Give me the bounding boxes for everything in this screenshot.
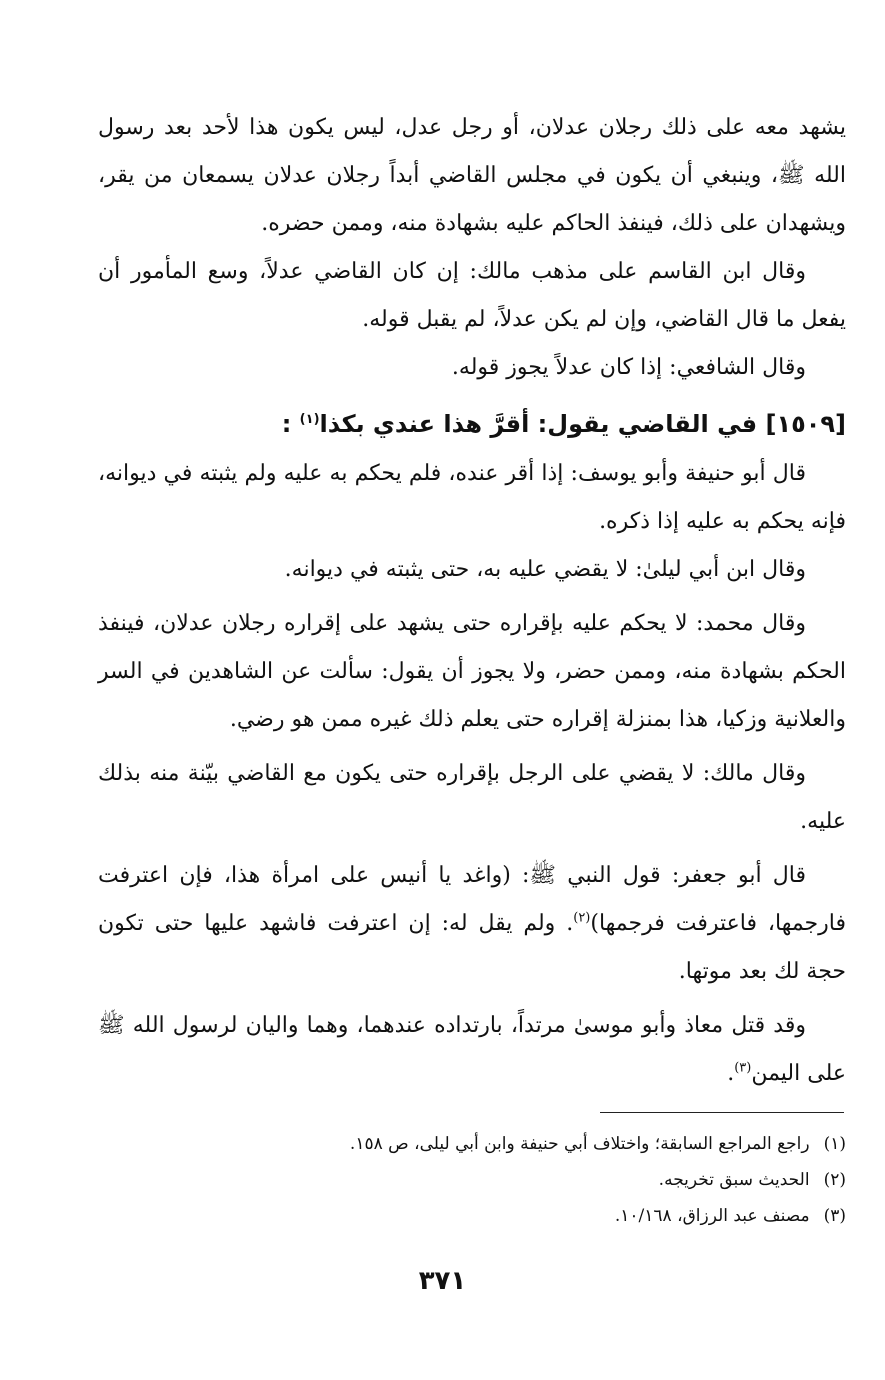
section-heading: [98, 398, 846, 450]
paragraph-continued: يشهد معه على ذلك رجلان عدلان، أو رجل عدل، ليس يكون هذا لأحد بعد رسول الله ﷺ، وينبغي أن يكون في مجلس القاضي أبداً رجلان عدلان يسمعان من يقر، ويشهدان على ذلك، فينفذ الحاكم عليه بشهادة منه، وممن حضره.: [98, 115, 846, 236]
footnote-item: [120, 1162, 846, 1198]
footnote-number: (٢): [823, 1170, 846, 1190]
footnote-text: راجع المراجع السابقة؛ واختلاف أبي حنيفة وابن أبي ليلى، ص ١٥٨.: [349, 1134, 810, 1154]
page-number: ٣٧١: [418, 1266, 467, 1296]
footnotes: [120, 1126, 846, 1234]
footnote-item: [120, 1126, 846, 1162]
section-title: في القاضي يقول: أقرَّ هذا عندي بكذا: [319, 410, 758, 438]
footnote-text: الحديث سبق تخريجه.: [658, 1170, 810, 1190]
paragraph-abu-jafar: [98, 852, 846, 996]
footnote-ref[interactable]: (٣): [734, 1060, 752, 1076]
paragraph-abu-jafar-text: قال أبو جعفر: قول النبي ﷺ: (واغد يا أنيس على امرأة هذا، فإن اعترفت فارجمها، فاعترفت فرجمها): [98, 863, 846, 936]
paragraph-muhammad: وقال محمد: لا يحكم عليه بإقراره حتى يشهد على إقراره رجلان عدلان، فينفذ الحكم بشهادة منه، وممن حضر، ولا يجوز أن يقول: سألت عن الشاهدين في السر والعلانية وزكيا، هذا بمنزلة إقراره حتى يعلم ذلك غيره ممن هو رضي.: [98, 611, 846, 732]
paragraph-malik: وقال مالك: لا يقضي على الرجل بإقراره حتى يكون مع القاضي بيّنة منه بذلك عليه.: [98, 761, 846, 834]
paragraph-muadh-text: وقد قتل معاذ وأبو موسىٰ مرتداً، بارتداده عندهما، وهما واليان لرسول الله ﷺ على اليمن: [98, 1013, 846, 1086]
section-number: [١٥٠٩]: [765, 410, 846, 438]
footnote-text: مصنف عبد الرزاق، ١٠/١٦٨.: [614, 1206, 810, 1226]
footnote-number: (٣): [823, 1206, 846, 1226]
main-text: [98, 104, 846, 1098]
paragraph-ibn-abi-layla: وقال ابن أبي ليلىٰ: لا يقضي عليه به، حتى يثبته في ديوانه.: [284, 557, 806, 582]
paragraph-muadh: [98, 1002, 846, 1098]
footnote-number: (١): [823, 1134, 846, 1154]
paragraph-abu-jafar-rest: . ولم يقل له: إن اعترفت فاشهد عليها حتى تكون حجة لك بعد موتها.: [98, 911, 846, 984]
paragraph-ibn-al-qasim: وقال ابن القاسم على مذهب مالك: إن كان القاضي عدلاً، وسع المأمور أن يفعل ما قال القاضي، وإن لم يكن عدلاً، لم يقبل قوله.: [98, 259, 846, 332]
footnote-ref[interactable]: (١): [299, 412, 320, 427]
paragraph-abu-hanifa: قال أبو حنيفة وأبو يوسف: إذا أقر عنده، فلم يحكم به عليه ولم يثبته في ديوانه، فإنه يحكم به عليه إذا ذكره.: [98, 461, 846, 534]
paragraph-muadh-end: .: [727, 1061, 735, 1086]
footnote-divider: [600, 1112, 844, 1113]
heading-colon: :: [281, 410, 292, 438]
footnote-ref[interactable]: (٢): [573, 910, 591, 926]
paragraph-shafii: وقال الشافعي: إذا كان عدلاً يجوز قوله.: [451, 355, 806, 380]
footnote-item: [120, 1198, 846, 1234]
